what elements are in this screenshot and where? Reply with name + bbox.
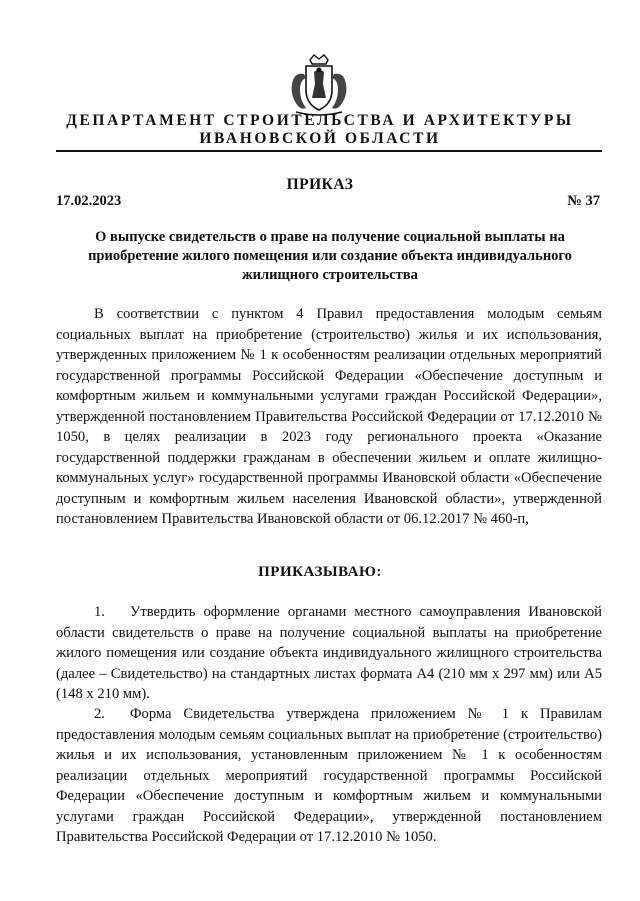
document-date: 17.02.2023 bbox=[56, 193, 122, 209]
document-type: ПРИКАЗ bbox=[286, 176, 354, 193]
order-item bbox=[56, 704, 602, 848]
order-item-number: 1. bbox=[94, 604, 105, 620]
order-heading: ПРИКАЗЫВАЮ: bbox=[258, 564, 382, 580]
document-subject: О выпуске свидетельств о праве на получение социальной выплаты на приобретение жилого помещения или создание объекта индивидуального жилищного строительства bbox=[88, 229, 572, 283]
order-item bbox=[56, 602, 602, 705]
org-name-line2: ИВАНОВСКОЙ ОБЛАСТИ bbox=[199, 130, 441, 147]
org-name-line1: ДЕПАРТАМЕНТ СТРОИТЕЛЬСТВА И АРХИТЕКТУРЫ bbox=[66, 112, 574, 129]
order-item-text: Форма Свидетельства утверждена приложением № 1 к Правилам предоставления молодым семьям социальных выплат на приобретение (строительство) жилья и их использования, установленным приложением № 1 к особенностям реализации отдельных мероприятий государственной программы Российской Федерации «Обеспечение доступным и комфортным жильем и коммунальными услугами граждан Российской Федерации», утвержденной постановлением Правительства Российской Федерации от 17.12.2010 № 1050. bbox=[56, 706, 602, 845]
document-number: № 37 bbox=[567, 193, 600, 209]
preamble-paragraph: В соответствии с пунктом 4 Правил предоставления молодым семьям социальных выплат на приобретение (строительство) жилья и их использования, утвержденных приложением № 1 к особенностям реализации отдельных мероприятий государственной программы Российской Федерации «Обеспечение доступным и комфортным жильем и коммунальными услугами граждан Российской Федерации», утвержденной постановлением Правительства Российской Федерации от 17.12.2010 № 1050, в целях реализации в 2023 году регионального проекта «Оказание государственной поддержки гражданам в обеспечении жильем и оплате жилищно-коммунальных услуг» государственной программы Ивановской области «Обеспечение доступным и комфортным жильем населения Ивановской области», утвержденной постановлением Правительства Ивановской области от 06.12.2017 № 460-п, bbox=[56, 306, 602, 527]
order-item-number: 2. bbox=[94, 706, 105, 722]
coat-of-arms-icon bbox=[286, 54, 352, 118]
header-divider bbox=[56, 150, 602, 152]
order-item-text: Утвердить оформление органами местного самоуправления Ивановской области свидетельств о праве на получение социальной выплаты на приобретение жилого помещения или создание объекта индивидуального жилищного строительства (далее – Свидетельство) на стандартных листах формата А4 (210 мм х 297 мм) или А5 (148 х 210 мм). bbox=[56, 604, 602, 702]
